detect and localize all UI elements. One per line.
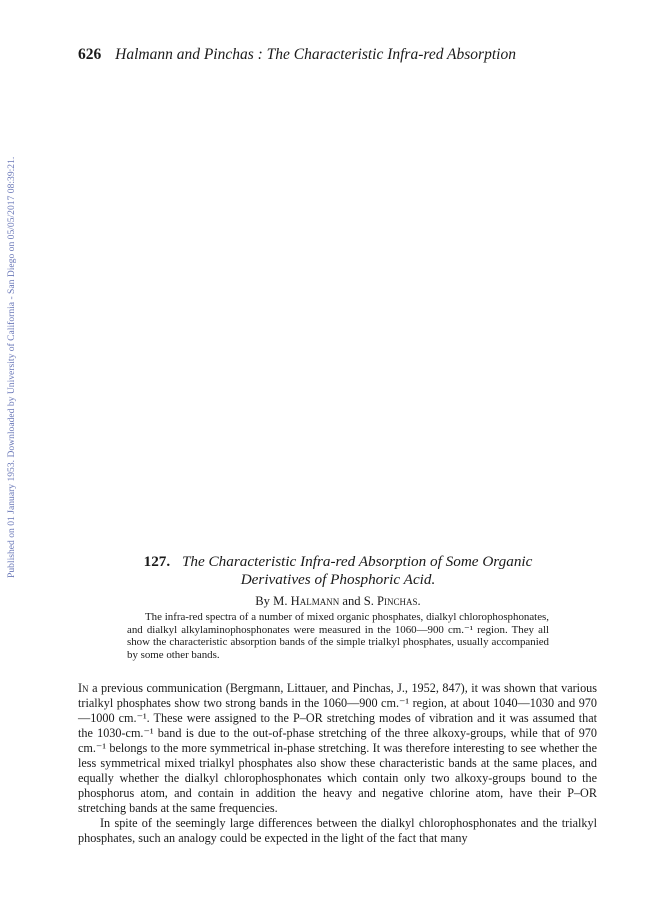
article-title (78, 553, 598, 589)
paragraph-2: In spite of the seemingly large differences between the dialkyl chlorophosphonates and the trialkyl phosphates, such an analogy could be expected in the light of the fact that many (78, 816, 597, 845)
abstract (127, 611, 549, 661)
paragraph-1-text: a previous communication (Bergmann, Littauer, and Pinchas, J., 1952, 847), it was shown that various trialkyl phosphates show two strong bands in the 1060—900 cm.⁻¹ region, at about 1040—1030 and 970—1000 cm.⁻¹. These were assigned to the P–OR stretching modes of vibration and it was assumed that the 1030-cm.⁻¹ band is due to the out-of-phase stretching of the three alkoxy-groups, while that of 970 cm.⁻¹ belongs to the more symmetrical in-phase stretching. It was therefore interesting to see whether the less symmetrical mixed trialkyl phosphates also show these characteristic bands at the same places, and equally whether the dialkyl chlorophosphonates which contain only two alkoxy-groups bound to the phosphorus atom, and contain in addition the heavy and negative chlorine atom, have their P–OR stretching bands at the same frequencies. (78, 681, 597, 815)
title-line-1: The Characteristic Infra-red Absorption of Some Organic (181, 553, 533, 570)
title-line-2: Derivatives of Phosphoric Acid. (240, 571, 436, 588)
abstract-text: The infra-red spectra of a number of mixed organic phosphates, dialkyl chlorophosphonates, and dialkyl alkylaminophosphonates were measured in the 1060—900 cm.⁻¹ region. They all show the characteristic absorption bands of the simple trialkyl phosphates, usually accompanied by some other bands. (127, 611, 549, 661)
author-halmann: Halmann (290, 594, 340, 608)
author-pinchas: Pinchas. (377, 594, 421, 608)
running-head (78, 46, 598, 64)
byline (78, 594, 598, 609)
download-watermark: Published on 01 January 1953. Downloaded by University of California - San Diego on 05/05/2017 08:39:21. (6, 156, 17, 578)
drop-word: In (78, 681, 89, 695)
body-text (78, 681, 597, 846)
running-title: Halmann and Pinchas : The Characteristic Infra-red Absorption (115, 46, 516, 63)
article-number: 127. (143, 553, 171, 570)
paragraph-1 (78, 681, 597, 816)
byline-and: and S. (342, 594, 374, 608)
page-number: 626 (78, 46, 102, 63)
byline-by: By M. (255, 594, 288, 608)
